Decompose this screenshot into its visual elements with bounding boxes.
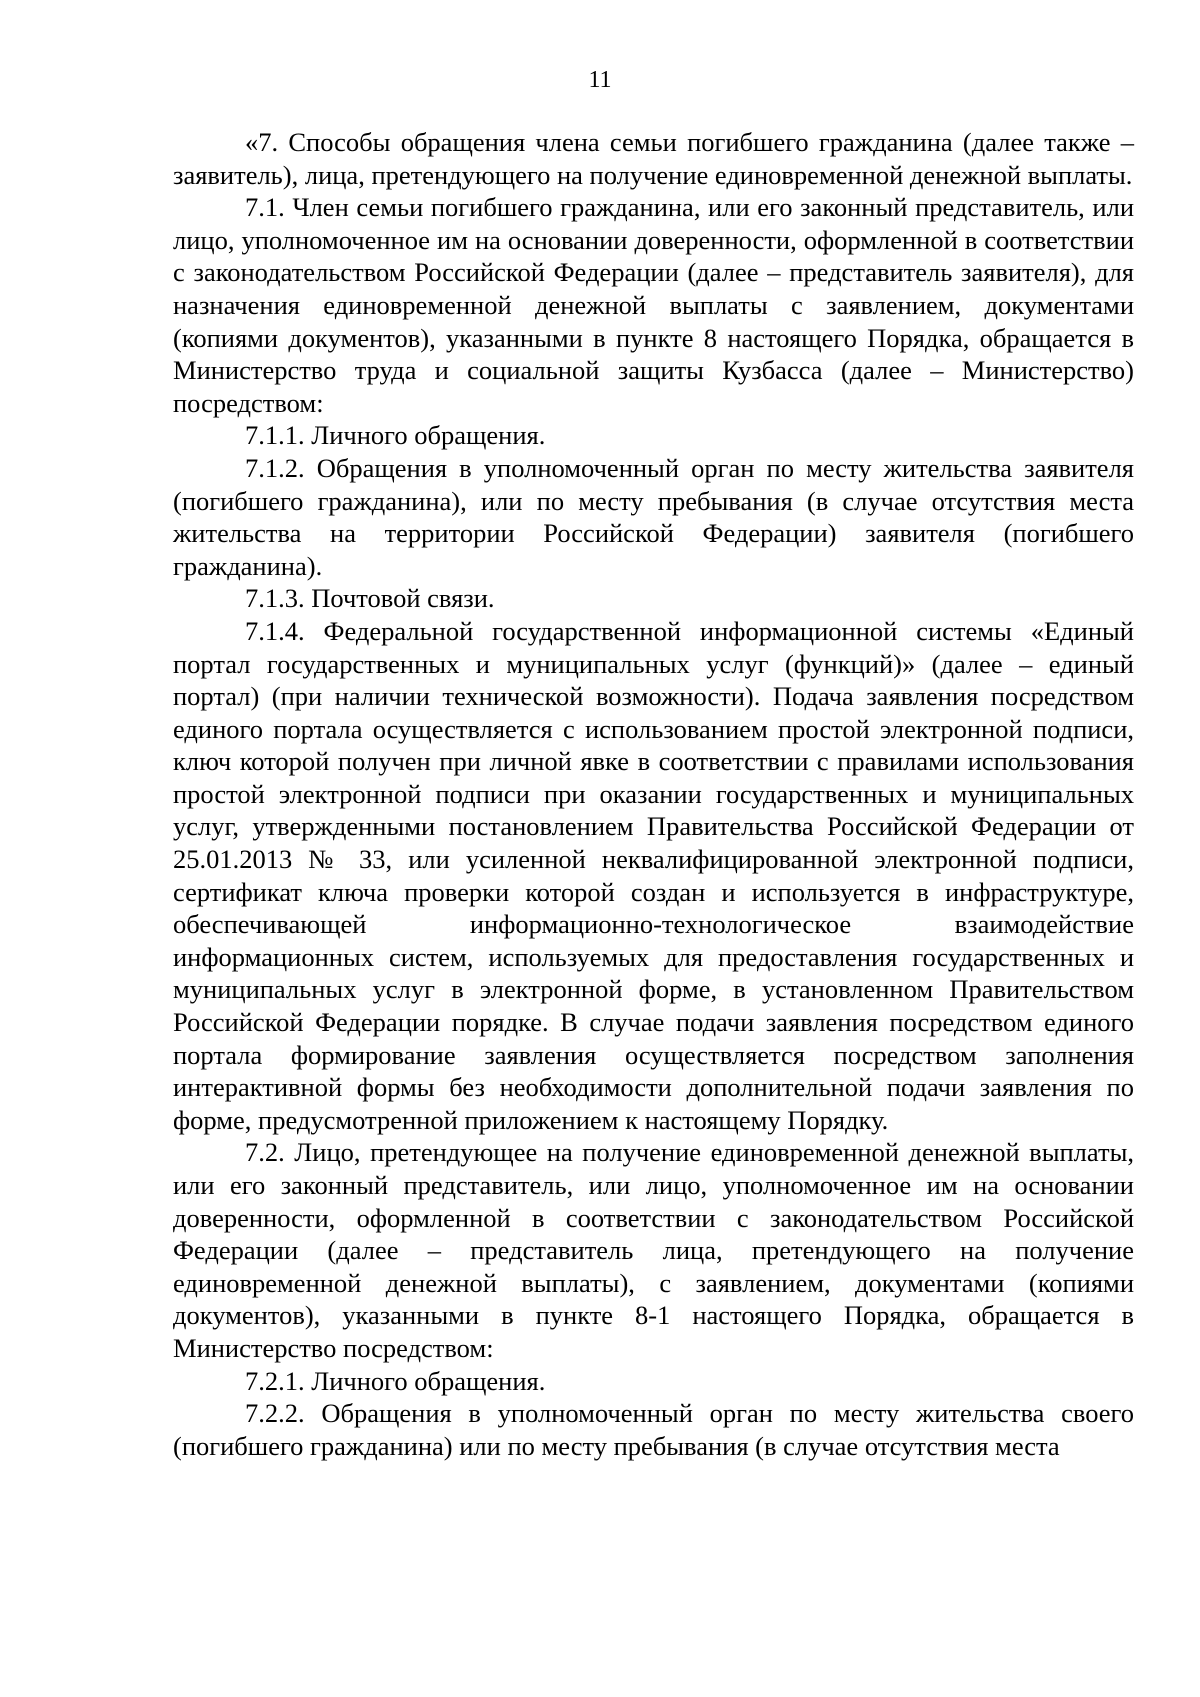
paragraph-7-1-3: 7.1.3. Почтовой связи. xyxy=(245,583,495,614)
page-number: 11 xyxy=(588,67,612,93)
paragraph-7-1-1: 7.1.1. Личного обращения. xyxy=(245,420,546,451)
paragraph-section-7: «7. Способы обращения члена семьи погибшего гражданина (далее также – заявитель), лица, претендующего на получение единовременной денежной выплаты. xyxy=(173,127,1134,190)
paragraph-7-2: 7.2. Лицо, претендующее на получение единовременной денежной выплаты, или его законный представитель, или лицо, уполномоченное им на основании доверенности, оформленной в соответствии с законодательством Российской Федерации (далее – представитель лица, претендующего на получение единовременной денежной выплаты), с заявлением, документами (копиями документов), указанными в пункте 8-1 настоящего Порядка, обращается в Министерство посредством: xyxy=(173,1137,1134,1363)
paragraph-7-1-4: 7.1.4. Федеральной государственной информационной системы «Единый портал государственных и муниципальных услуг (функций)» (далее – единый портал) (при наличии технической возможности). Подача заявления посредством единого портала осуществляется с использованием простой электронной подписи, ключ которой получен при личной явке в соответствии с правилами использования простой электронной подписи при оказании государственных и муниципальных услуг, утвержденными постановлением Правительства Российской Федерации от 25.01.2013 № 33, или усиленной неквалифицированной электронной подписи, сертификат ключа проверки которой создан и используется в инфраструктуре, обеспечивающей информационно-технологическое взаимодействие информационных систем, используемых для предоставления государственных и муниципальных услуг в электронной форме, в установленном Правительством Российской Федерации порядке. В случае подачи заявления посредством единого портала формирование заявления осуществляется посредством заполнения интерактивной формы без необходимости дополнительной подачи заявления по форме, предусмотренной приложением к настоящему Порядку. xyxy=(173,615,1134,1135)
paragraph-7-1: 7.1. Член семьи погибшего гражданина, или его законный представитель, или лицо, уполномоченное им на основании доверенности, оформленной в соответствии с законодательством Российской Федерации (далее – представитель заявителя), для назначения единовременной денежной выплаты с заявлением, документами (копиями документов), указанными в пункте 8 настоящего Порядка, обращается в Министерство труда и социальной защиты Кузбасса (далее – Министерство) посредством: xyxy=(173,192,1134,418)
paragraph-7-2-2: 7.2.2. Обращения в уполномоченный орган по месту жительства своего (погибшего гражданина) или по месту пребывания (в случае отсутствия места xyxy=(173,1398,1134,1461)
document-body xyxy=(173,126,1134,1462)
paragraph-7-2-1: 7.2.1. Личного обращения. xyxy=(245,1365,546,1396)
paragraph-7-1-2: 7.1.2. Обращения в уполномоченный орган по месту жительства заявителя (погибшего гражданина), или по месту пребывания (в случае отсутствия места жительства на территории Российской Федерации) заявителя (погибшего гражданина). xyxy=(173,452,1134,581)
